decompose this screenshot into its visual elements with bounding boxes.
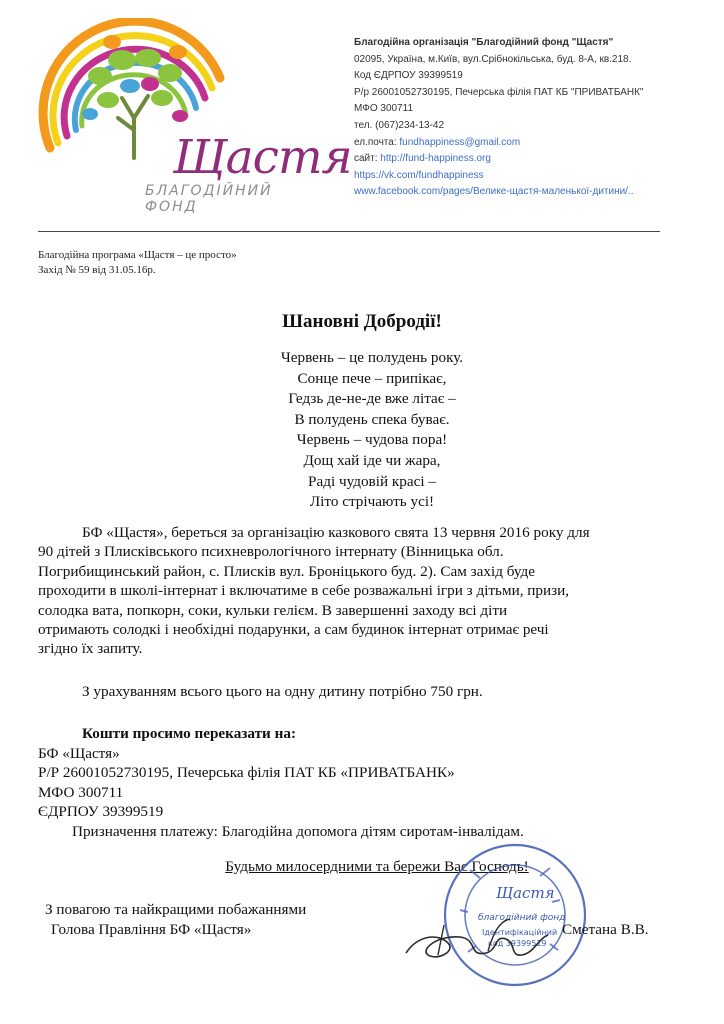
- org-account: Р/р 26001052730195, Печерська філія ПАТ КБ "ПРИВАТБАНК": [354, 86, 644, 98]
- handwritten-signature-icon: [398, 895, 598, 985]
- stamp-ident: Ідентифікаційний: [482, 928, 558, 937]
- header-divider: [38, 231, 660, 232]
- body-line: 90 дітей з Плисківського психневрологічного інтернату (Вінницька обл.: [38, 543, 504, 561]
- org-site-row: [354, 151, 643, 168]
- poem-line: Червень – це полудень року.: [280, 349, 464, 366]
- payment-edrpou: ЄДРПОУ 39399519: [38, 803, 164, 821]
- org-name: Благодійна організація "Благодійний фонд "Щастя": [354, 37, 614, 48]
- blessing-line: [0, 858, 724, 876]
- email-label: ел.почта:: [354, 136, 400, 148]
- blessing-text: Будьмо милосердними та бережи Вас Господь!: [225, 858, 529, 875]
- vk-link[interactable]: https://vk.com/fundhappiness: [354, 169, 484, 181]
- body-line: отримають солодкі і необхідні подарунки, а сам будинок інтернат отримає речі: [38, 621, 549, 639]
- email-link[interactable]: fundhappiness@gmail.com: [399, 136, 521, 148]
- poem-line: Раді чудовій красі –: [308, 472, 436, 490]
- poem: [0, 348, 724, 513]
- payment-details: [38, 724, 524, 842]
- body-line: солодка вата, попкорн, соки, кульки гелієм. В завершенні заходу всі діти: [38, 601, 508, 619]
- body-line: Погрибищинський район, с. Плисків вул. Броніцького буд. 2). Сам захід буде: [38, 562, 535, 580]
- payment-mfo: МФО 300711: [38, 783, 124, 801]
- org-phone: тел. (067)234-13-42: [354, 119, 445, 131]
- facebook-link[interactable]: www.facebook.com/pages/Велике-щастя-маленької-дитини/..: [354, 186, 634, 198]
- program-reference: [38, 248, 237, 278]
- poem-line: Сонце пече – припікає,: [297, 369, 447, 387]
- site-label: сайт:: [354, 153, 381, 165]
- closing-line-1: З повагою та найкращими побажаннями: [45, 901, 307, 918]
- logo-subtitle: БЛАГОДІЙНИЙ ФОНД: [145, 183, 273, 215]
- body-line: проходити в школі-інтернат і включатиме в себе розважальні ігри з дітьми, призи,: [38, 582, 570, 600]
- poem-line: Гедзь де-не-де вже літає –: [288, 390, 456, 408]
- program-name: Благодійна програма «Щастя – це просто»: [38, 249, 237, 261]
- letterhead-info: [354, 35, 643, 201]
- stamp-code: код 39399519: [488, 939, 547, 948]
- body-line: БФ «Щастя», береться за організацію казкового свята 13 червня 2016 року для: [82, 524, 590, 541]
- poem-line: Червень – чудова пора!: [296, 431, 448, 449]
- payment-heading: Кошти просимо переказати на:: [82, 725, 297, 742]
- payment-account: Р/Р 26001052730195, Печерська філія ПАТ КБ «ПРИВАТБАНК»: [38, 764, 455, 782]
- closing-line-2: Голова Правління БФ «Щастя»: [51, 921, 252, 938]
- body-line: згідно їх запиту.: [38, 640, 143, 658]
- event-number: Захід № 59 від 31.05.16р.: [38, 264, 156, 276]
- greeting-heading: Шановні Добродії!: [282, 311, 442, 332]
- closing: [45, 900, 306, 940]
- logo-word: Щастя: [173, 130, 352, 185]
- stamp-fund: благодійний фонд: [478, 913, 566, 923]
- cost-per-child: З урахуванням всього цього на одну дитину потрібно 750 грн.: [82, 683, 483, 700]
- org-email-row: [354, 135, 643, 152]
- payment-recipient: БФ «Щастя»: [38, 744, 120, 762]
- stamp-word: Щастя: [496, 884, 555, 902]
- poem-line: В полудень спека буває.: [294, 410, 450, 428]
- fund-logo: [30, 18, 352, 215]
- org-mfo: МФО 300711: [354, 103, 414, 115]
- site-link[interactable]: http://fund-happiness.org: [380, 153, 491, 165]
- poem-line: Дощ хай іде чи жара,: [303, 451, 441, 469]
- signer-name: Сметана В.В.: [562, 921, 649, 938]
- org-address: 02095, Україна, м.Київ, вул.Срібнокільська, буд. 8-А, кв.218.: [354, 53, 632, 65]
- poem-line: Літо стрічають усі!: [309, 493, 435, 511]
- org-edrpou: Код ЄДРПОУ 39399519: [354, 70, 463, 82]
- letter-body: [38, 523, 678, 659]
- payment-purpose: Призначення платежу: Благодійна допомога дітям сиротам-інвалідам.: [72, 822, 524, 840]
